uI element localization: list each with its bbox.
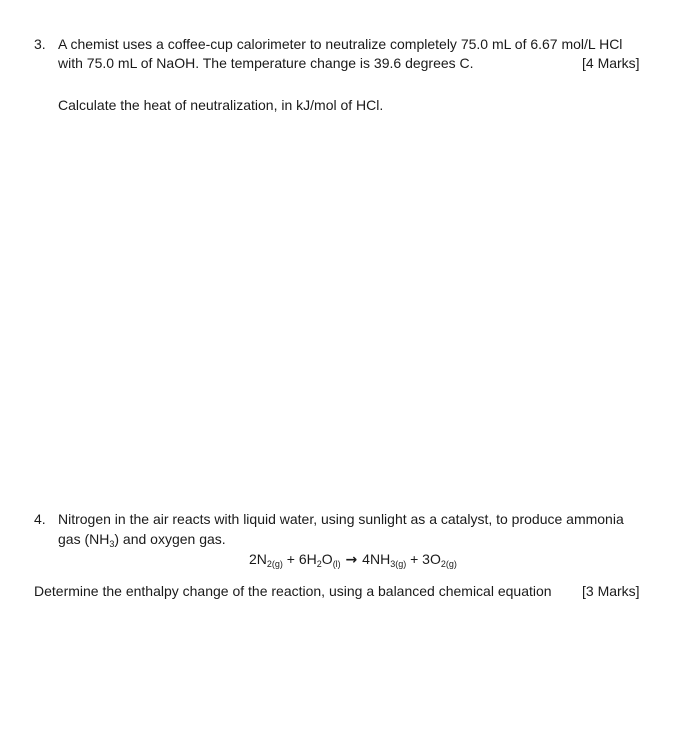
question-3-prompt: Calculate the heat of neutralization, in kJ/mol of HCl. <box>58 97 384 113</box>
question-4-line-2: gas $(NH_3)$ and oxygen gas. <box>58 531 226 549</box>
question-4-prompt: Determine the enthalpy change of the reaction, using a balanced chemical equation <box>34 583 552 599</box>
question-4-line-1: Nitrogen in the air reacts with liquid water, using sunlight as a catalyst, to produce ammonia <box>58 511 624 527</box>
question-3-line-2: with 75.0 mL of NaOH. The temperature change is 39.6 degrees C. <box>58 55 474 71</box>
question-3-line-1: A chemist uses a coffee-cup calorimeter to neutralize completely 75.0 mL of 6.67 mol/L HCl <box>58 36 623 52</box>
question-4-number: 4. <box>34 511 46 527</box>
question-3-marks: [4 Marks] <box>582 55 640 71</box>
question-3-number: 3. <box>34 36 46 52</box>
reaction-arrow-icon: → <box>340 552 363 568</box>
question-4-marks: [3 Marks] <box>582 583 640 599</box>
chemical-equation: $2N_{2(g)} + 6H_2O_{(l)} \to 4NH_{3(g)} + 3O_{2(g)}$ <box>249 551 457 569</box>
